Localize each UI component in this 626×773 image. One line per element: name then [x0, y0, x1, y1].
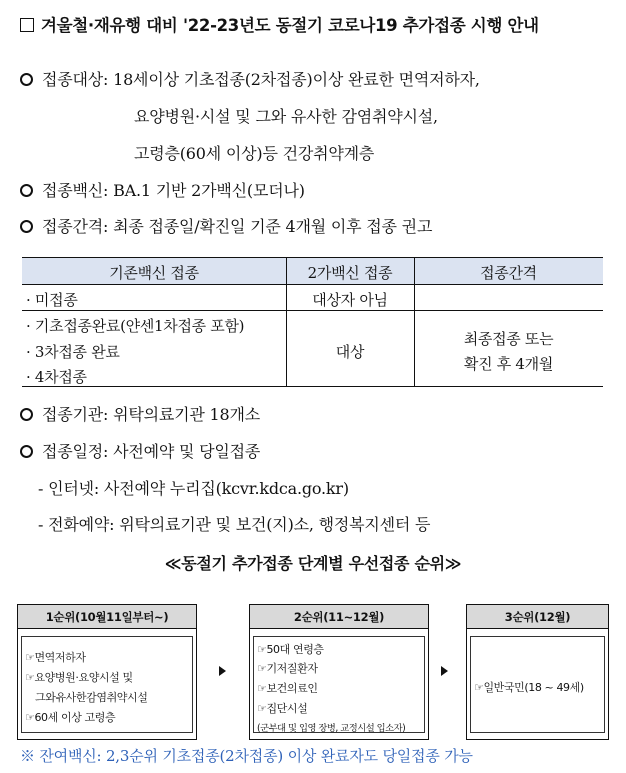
priority-second-body [253, 636, 425, 733]
row2-label3: · 4차접종 [26, 368, 87, 386]
schedule-text: 접종일정: 사전예약 및 당일접종 [42, 442, 261, 461]
priority-second-l3: ☞보건의료인 [257, 682, 318, 695]
priority-first-l3: 그와유사한감염취약시설 [35, 691, 148, 704]
eligibility-table [22, 257, 603, 387]
row2-label1: · 기초접종완료(얀센1차접종 포함) [26, 317, 245, 335]
notice-title-text: 겨울철·재유행 대비 '22-23년도 동절기 코로나19 추가접종 시행 안내 [41, 16, 539, 35]
priority-box-first [17, 604, 197, 740]
interval-bullet [20, 214, 432, 237]
checkbox-square-icon [20, 18, 34, 32]
row1-value: 대상자 아님 [312, 291, 388, 309]
priority-third-header: 3순위(12월) [467, 605, 608, 629]
priority-title: ≪동절기 추가접종 단계별 우선접종 순위≫ [164, 554, 462, 573]
priority-first-l1: ☞면역저하자 [25, 651, 86, 664]
internet-line: - 인터넷: 사전예약 누리집(kcvr.kdca.go.kr) [38, 479, 349, 498]
priority-box-second [249, 604, 429, 740]
row2-interval2: 확진 후 4개월 [463, 355, 554, 373]
priority-third-body [470, 636, 605, 733]
notice-title [20, 12, 539, 36]
table-header-existing: 기존백신 접종 [109, 264, 199, 282]
priority-second-l5: (군부대 및 입영 장병, 교정시설 입소자) [257, 723, 406, 734]
ring-bullet-icon [20, 184, 33, 197]
vaccine-bullet [20, 178, 305, 201]
priority-first-l4: ☞60세 이상 고령층 [25, 711, 116, 724]
priority-first-body [21, 636, 193, 733]
arrow-right-icon [441, 666, 448, 676]
institution-text: 접종기관: 위탁의료기관 18개소 [42, 405, 260, 424]
priority-second-header: 2순위(11~12월) [250, 605, 428, 629]
row2-label2: · 3차접종 완료 [26, 343, 120, 361]
arrow-right-icon [219, 666, 226, 676]
target-line1: 접종대상: 18세이상 기초접종(2차접종)이상 완료한 면역저하자, [42, 70, 480, 89]
row1-label: · 미접종 [26, 291, 78, 309]
priority-third-l1: ☞일반국민(18 ~ 49세) [474, 681, 584, 694]
schedule-bullet [20, 439, 260, 462]
vaccine-text: 접종백신: BA.1 기반 2가백신(모더나) [42, 181, 305, 200]
target-line2: 요양병원·시설 및 그와 유사한 감염취약시설, [134, 107, 438, 126]
ring-bullet-icon [20, 408, 33, 421]
ring-bullet-icon [20, 220, 33, 233]
row2-value: 대상 [335, 343, 365, 361]
priority-first-l2: ☞요양병원·요양시설 및 [25, 671, 133, 684]
ring-bullet-icon [20, 73, 33, 86]
priority-box-third [466, 604, 609, 740]
row2-interval1: 최종접종 또는 [463, 330, 554, 348]
table-header-bivalent: 2가백신 접종 [307, 264, 393, 282]
priority-second-l1: ☞50대 연령층 [257, 643, 324, 656]
table-header-interval: 접종간격 [480, 264, 537, 282]
target-line3: 고령층(60세 이상)등 건강취약계층 [134, 144, 375, 163]
interval-text: 접종간격: 최종 접종일/확진일 기준 4개월 이후 접종 권고 [42, 217, 433, 236]
target-bullet [20, 67, 480, 90]
phone-line: - 전화예약: 위탁의료기관 및 보건(지)소, 행정복지센터 등 [38, 515, 431, 534]
ring-bullet-icon [20, 445, 33, 458]
residual-vaccine-note: ※ 잔여백신: 2,3순위 기초접종(2차접종) 이상 완료자도 당일접종 가능 [20, 747, 473, 765]
priority-second-l4: ☞집단시설 [257, 702, 308, 715]
priority-second-l2: ☞기저질환자 [257, 662, 318, 675]
priority-first-header: 1순위(10월11일부터~) [18, 605, 196, 629]
institution-bullet [20, 402, 260, 425]
